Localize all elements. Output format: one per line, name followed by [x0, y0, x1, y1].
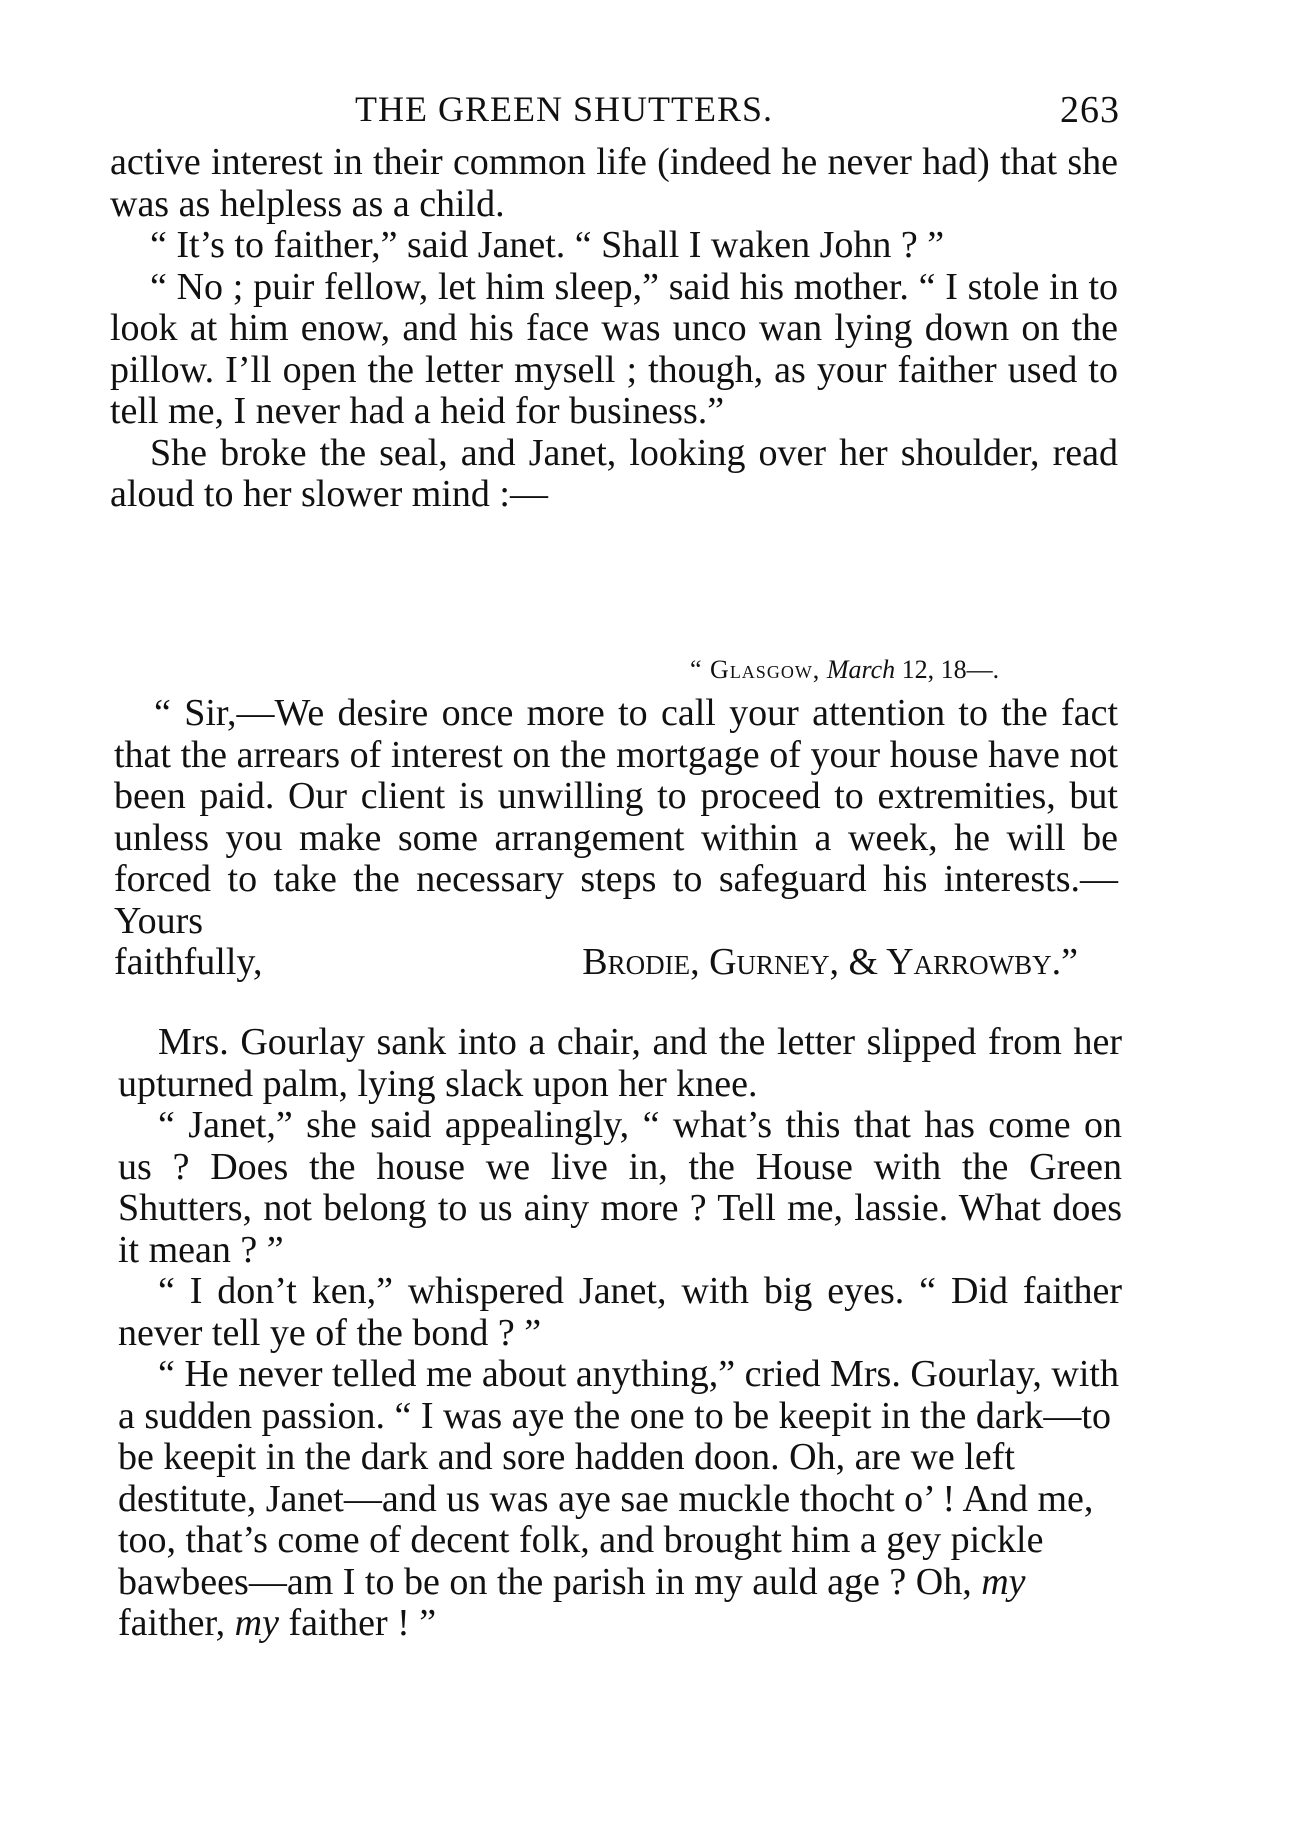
paragraph-text: faither ! ” — [288, 1602, 437, 1644]
dateline-date: 12, 18—. — [901, 655, 1000, 684]
dateline-place: “ Glasgow, — [690, 655, 821, 684]
letter-text: “ Sir,—We desire once more to call your attention to the fact that the arrears of interest on the mortgage of your house have not been paid. Our client is unwilling to proceed to extremities, but unless you make some arrangement within a week, he will be forced to take the necessary steps to safeguard his interests.—Yours — [114, 692, 1118, 942]
dateline-month: March — [826, 655, 896, 684]
letter-signature: Brodie, Gurney, & Yarrowby.” — [582, 941, 1078, 983]
paragraph-text: faither, — [118, 1602, 226, 1644]
paragraph: “ No ; puir fellow, let him sleep,” said his mother. “ I stole in to look at him enow, and his face was unco wan lying down on the pillow. I’ll open the letter mysell ; though, as your faither used to tell me, I never had a heid for business.” — [110, 265, 1118, 432]
paragraph-text: “ He never telled me about anything,” cried Mrs. Gourlay, with a sudden passion. “ I was aye the one to be keepit in the dark—to be keepit in the dark and sore hadden doon. Oh, are we left destitute, Janet—and us was aye sae muckle thocht o’ ! And me, too, that’s come of decent folk, and brought him a gey pickle bawbees—am I to be on the parish in my auld age ? — [118, 1353, 1119, 1603]
letter-dateline — [690, 655, 999, 685]
letter-closing: faithfully, — [114, 941, 263, 983]
letter-signoff — [114, 942, 1118, 984]
running-header — [110, 88, 1120, 138]
paragraph: “ I don’t ken,” whispered Janet, with big eyes. “ Did faither never tell ye of the bond ? ” — [118, 1270, 1122, 1354]
paragraph: She broke the seal, and Janet, looking over her shoulder, read aloud to her slower mind :— — [110, 431, 1118, 515]
emphasis: my — [234, 1602, 279, 1644]
paragraph — [118, 1354, 1122, 1645]
text-block-upper — [110, 142, 1118, 516]
paragraph: active interest in their common life (indeed he never had) that she was as helpless as a child. — [110, 141, 1118, 225]
paragraph: “ It’s to faither,” said Janet. “ Shall I waken John ? ” — [150, 224, 945, 266]
paragraph: “ Janet,” she said appealingly, “ what’s this that has come on us ? Does the house we live in, the House with the Green Shutters, not belong to us ainy more ? Tell me, lassie. What does it mean ? ” — [118, 1104, 1122, 1271]
paragraph-text: Oh, — [915, 1560, 972, 1603]
page-number: 263 — [1060, 89, 1120, 131]
paragraph: Mrs. Gourlay sank into a chair, and the letter slipped from her upturned palm, lying slack upon her knee. — [118, 1021, 1122, 1105]
emphasis: my — [981, 1560, 1026, 1603]
running-title: THE GREEN SHUTTERS. — [355, 89, 773, 129]
letter-body — [114, 693, 1118, 984]
text-block-lower — [118, 1022, 1122, 1645]
